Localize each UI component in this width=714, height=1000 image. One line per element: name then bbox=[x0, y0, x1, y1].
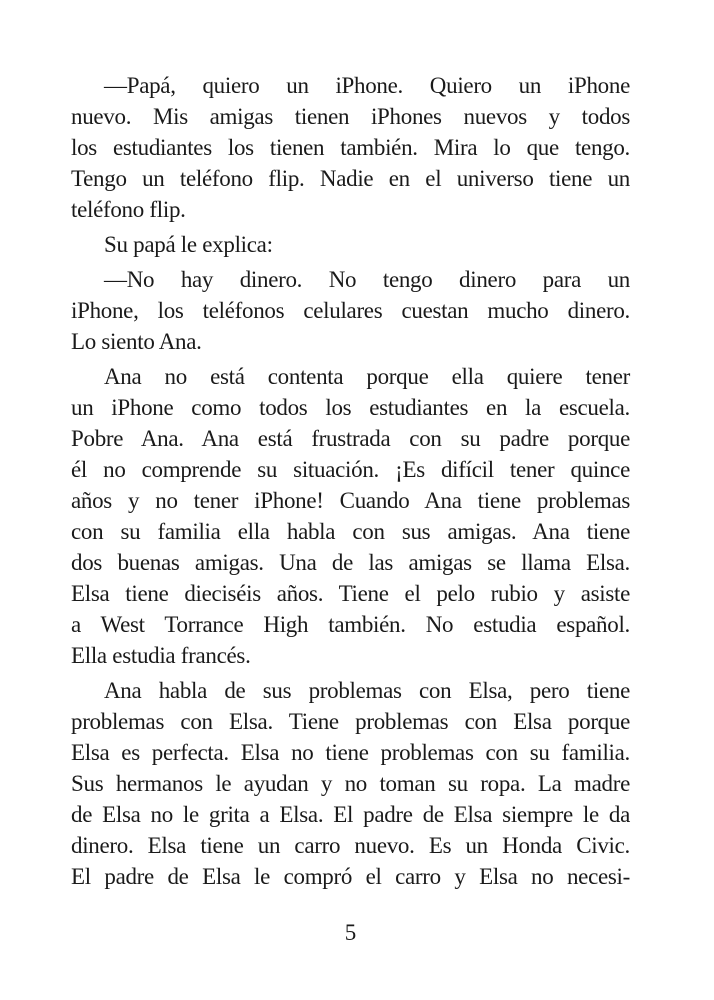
text-line: teléfono flip. bbox=[71, 197, 186, 222]
text-line: a West Torrance High también. No estudia español. bbox=[71, 612, 630, 637]
page-number: 5 bbox=[344, 920, 357, 945]
text-block bbox=[71, 70, 630, 892]
text-line: —No hay dinero. No tengo dinero para un bbox=[104, 267, 630, 292]
text-line: Elsa tiene dieciséis años. Tiene el pelo rubio y asiste bbox=[71, 581, 630, 606]
text-line: años y no tener iPhone! Cuando Ana tiene problemas bbox=[71, 488, 630, 513]
text-line: dinero. Elsa tiene un carro nuevo. Es un Honda Civic. bbox=[71, 833, 630, 858]
text-line: los estudiantes los tienen también. Mira lo que tengo. bbox=[71, 135, 630, 160]
text-line: problemas con Elsa. Tiene problemas con Elsa porque bbox=[71, 709, 630, 734]
text-line: Ana no está contenta porque ella quiere tener bbox=[104, 364, 630, 389]
paragraph bbox=[71, 229, 630, 260]
paragraph bbox=[71, 675, 630, 892]
text-line: Lo siento Ana. bbox=[71, 329, 202, 354]
paragraph bbox=[71, 361, 630, 671]
paragraph bbox=[71, 70, 630, 225]
text-line: Ana habla de sus problemas con Elsa, pero tiene bbox=[104, 678, 630, 703]
text-line: de Elsa no le grita a Elsa. El padre de Elsa siempre le da bbox=[71, 802, 630, 827]
text-line: nuevo. Mis amigas tienen iPhones nuevos y todos bbox=[71, 104, 630, 129]
paragraph bbox=[71, 264, 630, 357]
text-line: —Papá, quiero un iPhone. Quiero un iPhone bbox=[104, 73, 630, 98]
text-line: Su papá le explica: bbox=[104, 232, 273, 257]
text-line: Ella estudia francés. bbox=[71, 643, 251, 668]
text-line: un iPhone como todos los estudiantes en la escuela. bbox=[71, 395, 630, 420]
text-line: iPhone, los teléfonos celulares cuestan mucho dinero. bbox=[71, 298, 630, 323]
text-line: Sus hermanos le ayudan y no toman su ropa. La madre bbox=[71, 771, 630, 796]
text-line: dos buenas amigas. Una de las amigas se llama Elsa. bbox=[71, 550, 630, 575]
text-line: con su familia ella habla con sus amigas. Ana tiene bbox=[71, 519, 630, 544]
text-line: Tengo un teléfono flip. Nadie en el universo tiene un bbox=[71, 166, 630, 191]
text-line: El padre de Elsa le compró el carro y Elsa no necesi- bbox=[71, 864, 630, 889]
text-line: él no comprende su situación. ¡Es difícil tener quince bbox=[71, 457, 630, 482]
text-line: Pobre Ana. Ana está frustrada con su padre porque bbox=[71, 426, 630, 451]
text-line: Elsa es perfecta. Elsa no tiene problemas con su familia. bbox=[71, 740, 630, 765]
